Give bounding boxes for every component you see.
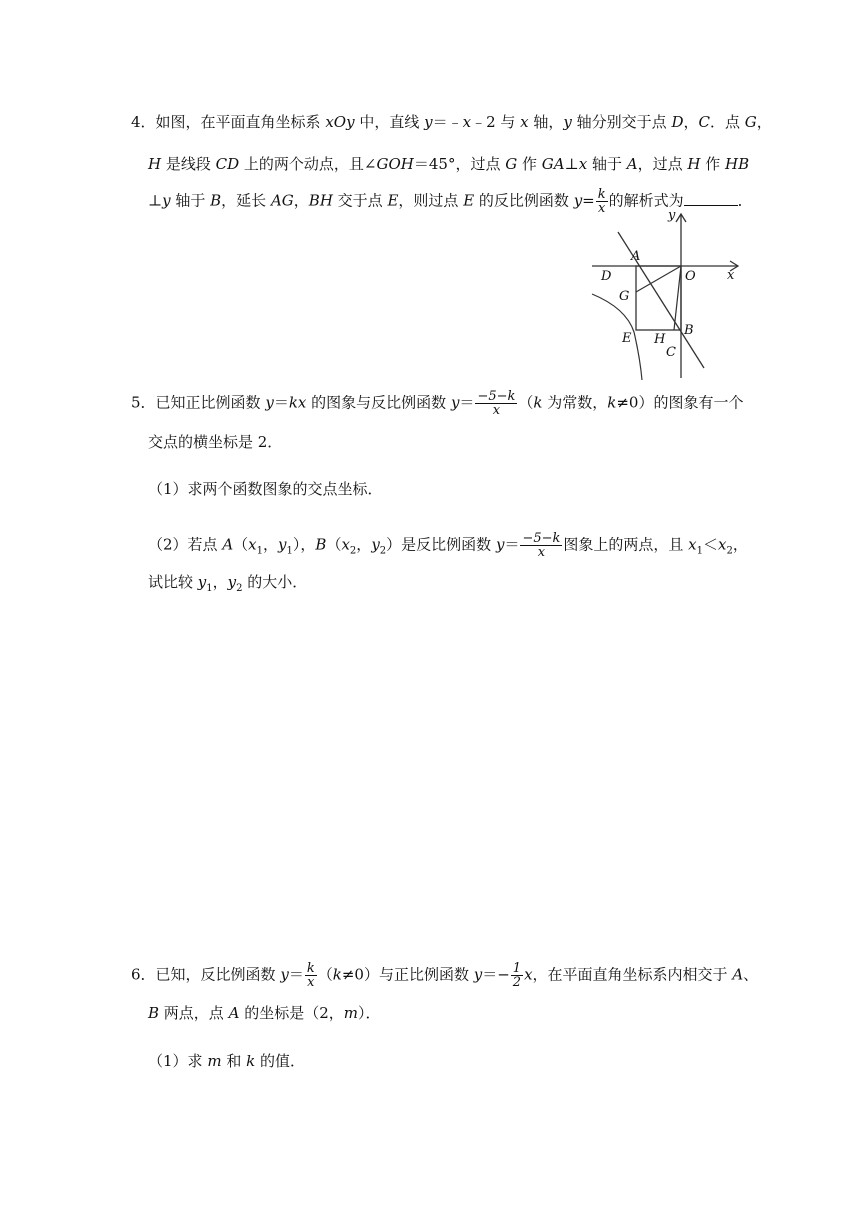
var: m: [343, 1004, 358, 1022]
text: ，过点: [637, 155, 688, 173]
text: 的解析式为: [608, 191, 684, 210]
var: CD: [215, 155, 240, 173]
q6-number: 6．: [131, 965, 156, 984]
text: 、: [743, 965, 759, 984]
label-e: E: [622, 331, 632, 346]
text: ，: [356, 535, 372, 554]
text: ＝: [273, 393, 289, 412]
text: ﹣2 与: [471, 113, 521, 131]
var: kx: [288, 393, 307, 412]
numerator: −5−k: [477, 389, 516, 404]
fraction-neg5-minus-k-over-x: [520, 532, 562, 559]
q5-line-1: [131, 390, 743, 417]
text: ≠0）的图象有一个: [616, 393, 744, 412]
var: y: [473, 965, 483, 984]
text: 上的两个动点，且∠: [239, 155, 377, 173]
label-a: A: [631, 249, 641, 264]
var: A: [732, 965, 744, 984]
text: ，在平面直角坐标系内相交于: [532, 965, 733, 984]
q5-part-2: [148, 532, 748, 562]
var: x: [341, 535, 350, 554]
text: ＝: [288, 965, 304, 984]
text: ⊥: [564, 155, 579, 173]
text: ．: [737, 191, 753, 210]
text: ）是反比例函数: [386, 535, 496, 554]
q6-line-1: [131, 962, 758, 989]
numerator: k: [597, 187, 606, 202]
var: y: [280, 965, 289, 984]
fraction-k-over-x: [305, 962, 317, 989]
text: ，延长: [221, 191, 271, 210]
text: 的图象与反比例函数: [306, 393, 451, 412]
var: AG: [270, 191, 294, 210]
text: 交点的横坐标是 2．: [148, 433, 283, 451]
var: D: [671, 113, 684, 131]
var: GA: [541, 155, 565, 173]
numerator: k: [306, 961, 315, 976]
var: y: [573, 191, 583, 210]
text: 轴，: [528, 113, 564, 131]
sub: 2: [726, 545, 733, 557]
sub: 1: [206, 583, 213, 594]
segment-oh: [674, 266, 681, 330]
var: H: [148, 155, 162, 173]
var: xOy: [325, 113, 355, 131]
sub: 2: [236, 583, 243, 594]
sub: 1: [696, 545, 704, 557]
text: 和: [221, 1052, 247, 1070]
text: 作: [700, 155, 725, 173]
text: ＜: [703, 535, 719, 554]
text: （: [326, 535, 342, 554]
denominator: 2: [512, 975, 522, 990]
text: 是线段: [161, 155, 216, 173]
text: 的大小．: [242, 573, 308, 591]
var: E: [463, 191, 475, 210]
q4-number: 4．: [131, 113, 156, 131]
text: ，: [212, 573, 228, 591]
text: ＝: [504, 535, 520, 554]
var: HB: [724, 155, 750, 173]
segment-og: [636, 266, 681, 292]
text: 作: [517, 155, 542, 173]
var: x: [578, 155, 588, 173]
var: k: [332, 965, 342, 984]
text: 的坐标是（2，: [239, 1004, 344, 1022]
text: 中，直线: [354, 113, 425, 131]
label-d: D: [601, 269, 612, 284]
q5-part-1: [148, 479, 383, 499]
var: y: [495, 535, 505, 554]
answer-blank[interactable]: [684, 191, 738, 206]
var: y: [450, 393, 460, 412]
text: 的反比例函数: [474, 191, 574, 210]
var: H: [687, 155, 701, 173]
text: ＝﹣: [432, 113, 463, 131]
hyperbola-curve: [592, 294, 642, 380]
var: y: [371, 535, 380, 554]
text: 轴于: [587, 155, 627, 173]
var: m: [207, 1052, 222, 1070]
text: ，: [683, 113, 699, 131]
text: （: [317, 965, 333, 984]
text: ⊥: [148, 191, 163, 210]
denominator: x: [537, 545, 546, 560]
var: G: [505, 155, 518, 173]
text: （: [518, 393, 534, 412]
text: 轴分别交于点: [571, 113, 672, 131]
q4-line-2: [148, 154, 749, 174]
denominator: x: [598, 201, 606, 216]
var: x: [462, 113, 472, 131]
text: ，: [756, 113, 772, 131]
var: x: [718, 535, 727, 554]
text: ＝: [459, 393, 475, 412]
text: 两点，点: [159, 1004, 229, 1022]
text: ）．: [357, 1004, 381, 1022]
var: y: [278, 535, 287, 554]
denominator: x: [307, 975, 315, 990]
var: y: [162, 191, 171, 210]
coordinate-figure: [588, 208, 760, 384]
text: 已知正比例函数: [155, 393, 266, 412]
var: E: [387, 191, 399, 210]
text: 为常数，: [542, 393, 608, 412]
var: A: [222, 535, 234, 554]
text: ，: [263, 535, 279, 554]
text: （1）求: [148, 1052, 208, 1070]
text: ≠0）与正比例函数: [341, 965, 474, 984]
q6-line-2: [148, 1003, 380, 1023]
var: A: [626, 155, 638, 173]
var: GOH: [376, 155, 414, 173]
text: （1）求两个函数图象的交点坐标．: [148, 480, 383, 498]
fraction-one-half: [511, 962, 523, 989]
label-g: G: [619, 289, 630, 304]
sub: 1: [286, 545, 293, 557]
text: 轴于: [170, 191, 211, 210]
text: ，: [293, 191, 309, 210]
q5-part-2-cont: [148, 572, 307, 599]
text: ，则过点: [398, 191, 464, 210]
text: 交于点: [332, 191, 388, 210]
var: k: [533, 393, 543, 412]
sub: 2: [379, 545, 387, 557]
label-c: C: [666, 345, 676, 360]
var: y: [227, 573, 237, 591]
label-o: O: [685, 269, 696, 284]
fraction-neg5-minus-k-over-x: [475, 390, 517, 417]
var: BH: [308, 191, 333, 210]
q4-line-1: [131, 112, 772, 132]
sub: 2: [349, 545, 357, 557]
text: ，: [732, 535, 748, 554]
sub: 1: [256, 545, 264, 557]
var: x: [520, 113, 529, 131]
var: y: [197, 573, 207, 591]
numerator: −5−k: [522, 531, 561, 546]
var: A: [228, 1004, 240, 1022]
text: ＝−: [482, 965, 510, 984]
var: k: [607, 393, 617, 412]
text: 如图，在平面直角坐标系: [155, 113, 326, 131]
text: 已知，反比例函数: [155, 965, 281, 984]
var: G: [744, 113, 757, 131]
var: y: [265, 393, 274, 412]
var: x: [524, 965, 533, 984]
text: 图象上的两点，且: [563, 535, 689, 554]
label-x: x: [727, 268, 735, 283]
text: （: [233, 535, 249, 554]
label-h: H: [654, 332, 666, 347]
text: 试比较: [148, 573, 198, 591]
text: 的值．: [255, 1052, 305, 1070]
var: x: [688, 535, 697, 554]
var: y: [424, 113, 433, 131]
denominator: x: [492, 403, 501, 418]
var: B: [315, 535, 327, 554]
var: B: [210, 191, 222, 210]
var: x: [248, 535, 257, 554]
var: B: [148, 1004, 160, 1022]
var: y: [563, 113, 572, 131]
var: C: [698, 113, 710, 131]
q6-part-1: [148, 1051, 305, 1071]
text: ），: [292, 535, 316, 554]
label-y: y: [668, 208, 676, 223]
text: ＝45°，过点: [413, 155, 506, 173]
text: （2）若点: [148, 535, 223, 554]
var: k: [246, 1052, 256, 1070]
label-b: B: [684, 323, 694, 338]
equals: =: [582, 191, 595, 210]
q5-line-2: [148, 432, 282, 452]
text: ．点: [709, 113, 745, 131]
numerator: 1: [512, 961, 522, 976]
q5-number: 5．: [131, 393, 156, 412]
